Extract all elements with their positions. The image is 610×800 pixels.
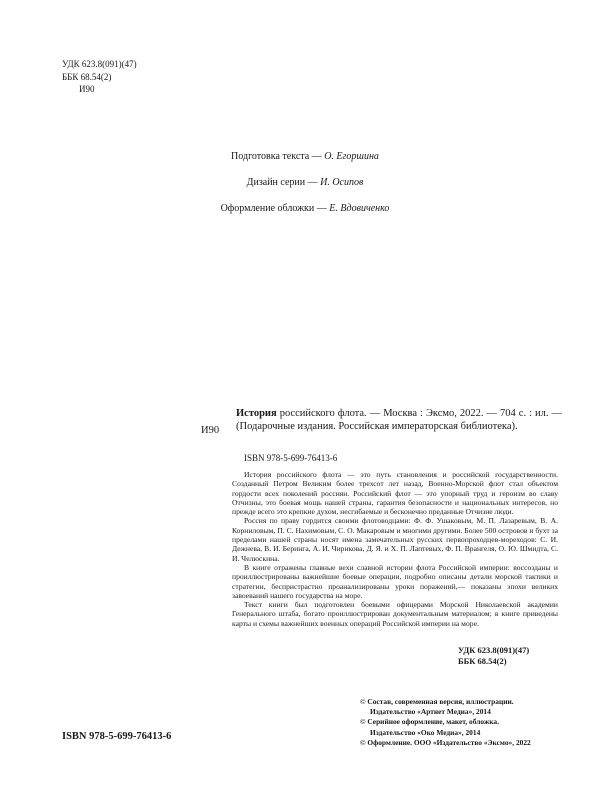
udk-bottom-block [458, 645, 529, 667]
bibliography-description: российского флота. — Москва : Эксмо, 2022. — 704 с. : ил. — (Подарочные издания. Российская императорская библиотека). [236, 408, 563, 432]
isbn-record: ISBN 978-5-699-76413-6 [244, 453, 338, 463]
annotation-paragraph: В книге отражены главные вехи славной истории флота Российской империи: воссозданы и проиллюстрированы важнейшие боевые операции, подробно описаны детали морской тактики и стратегии, беспристрастно проанализированы уроки поражений,— показаны эпохи великих завоеваний нашего государства на море. [232, 562, 558, 600]
copyright-block [360, 697, 531, 748]
bibliography-record [236, 408, 562, 433]
bbk-bottom: ББК 68.54(2) [458, 656, 507, 666]
author-code: И90 [79, 84, 95, 94]
credit-series-design: Дизайн серии — И. Осипов [246, 177, 364, 188]
udk-bottom: УДК 623.8(091)(47) [458, 645, 530, 655]
copyright-line: © Оформление. ООО «Издательство «Эксмо», 2022 [360, 737, 531, 747]
annotation-paragraph: Текст книги был подготовлен боевыми офицерами Морской Николаевской академии Генерального штаба, богато проиллюстрирован документальным материалом; в книге приведены карты и схемы важнейших военных операций Российской империи на море. [232, 600, 558, 628]
bbk-code: ББК 68.54(2) [62, 71, 112, 82]
copyright-line: Издательство «Око Медиа», 2014 [370, 727, 481, 737]
annotation-paragraph: Россия по праву гордится своими флотоводцами: Ф. Ф. Ушаковым, М. П. Лазаревым, В. А. Корниловым, П. С. Нахимовым, С. О. Макаровым и многими другими. Более 500 островов и бухт за пределами нашей страны носят имена замечательных русских первопроходцев-мореходов: С. И. Дежнева, В. И. Беринга, А. И. Чирикова, Д. Я. и Х. П. Лаптевых, Ф. П. Врангеля, О. Ю. Шмидта, С. И. Челюскина. [232, 516, 558, 563]
udk-code: УДК 623.8(091)(47) [62, 59, 137, 69]
credit-text-prep: Подготовка текста — О. Егоршина [231, 151, 379, 162]
credit-cover-design: Оформление обложки — Е. Вдовиченко [220, 203, 390, 214]
annotation-paragraph: История российского флота — это путь становления и российской государственности. Созданный Петром Великим более трехсот лет назад, Военно-Морской флот стал объектом гордости всех поколений россиян. Российский флот — это упорный труд и героизм во славу Отчизны, это боевая мощь нашей страны, гарантия безопасности и национальных интересов, но прежде всего это крепкие духом, несгибаемые и бесконечно преданные Отчизне люди. [232, 470, 558, 517]
bibliography-author-code: И90 [201, 425, 220, 436]
classification-block [62, 58, 137, 96]
bibliography-title: История [236, 408, 277, 419]
copyright-line: © Серийное оформление, макет, обложка. [360, 717, 499, 727]
annotation [232, 470, 558, 628]
copyright-line: Издательство «Артнет Медиа», 2014 [370, 707, 491, 717]
isbn-bottom: ISBN 978-5-699-76413-6 [62, 731, 172, 742]
credits-block [0, 150, 610, 228]
copyright-line: © Состав, современная версия, иллюстрации. [360, 697, 514, 706]
